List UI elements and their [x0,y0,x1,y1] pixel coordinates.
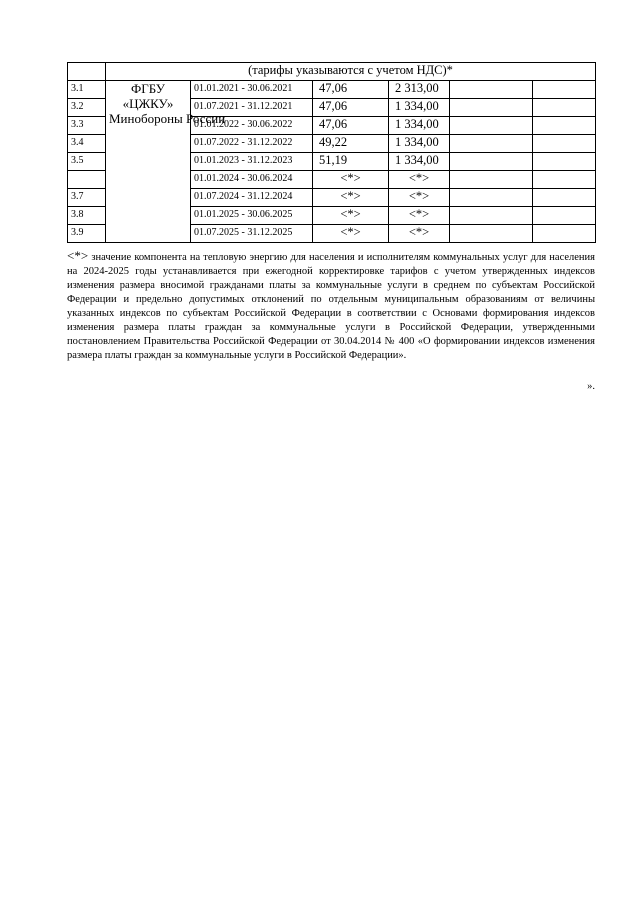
organization-name-line: «ЦЖКУ» [122,96,174,111]
tariff-value-cell: 1 334,00 [389,135,450,153]
tariff-value-cell: 47,06 [313,81,389,99]
tariff-value-cell: 47,06 [313,117,389,135]
empty-cell [450,99,533,117]
tariff-value-cell: 47,06 [313,99,389,117]
tariff-value-cell: <*> [389,171,450,189]
tariff-value-cell: <*> [313,189,389,207]
tariff-value-cell: <*> [313,171,389,189]
period-cell: 01.01.2025 - 30.06.2025 [191,207,313,225]
period-cell: 01.01.2022 - 30.06.2022 [191,117,313,135]
empty-cell [450,171,533,189]
empty-cell [533,135,596,153]
tariff-value-cell: <*> [313,225,389,243]
tariff-value-cell: 2 313,00 [389,81,450,99]
period-cell: 01.01.2021 - 30.06.2021 [191,81,313,99]
tariff-value-cell: <*> [313,207,389,225]
empty-cell [533,81,596,99]
tariff-value-cell: 1 334,00 [389,117,450,135]
footnote-mark: <*> [67,248,89,263]
empty-cell [533,207,596,225]
empty-cell [533,171,596,189]
empty-cell [533,153,596,171]
tariff-value-cell: <*> [389,225,450,243]
period-cell: 01.07.2021 - 31.12.2021 [191,99,313,117]
closing-quote: ». [587,381,595,392]
tariff-value-cell: 49,22 [313,135,389,153]
row-number: 3.5 [68,153,106,171]
row-number: 3.4 [68,135,106,153]
footnote [67,249,595,363]
row-number [68,171,106,189]
organization-name-line: ФГБУ [131,81,165,96]
organization-name-line: Минобороны России [109,111,226,126]
empty-cell [450,225,533,243]
empty-cell [533,117,596,135]
tariff-value-cell: <*> [389,207,450,225]
row-number: 3.7 [68,189,106,207]
tariff-value-cell: 1 334,00 [389,153,450,171]
empty-cell [450,207,533,225]
tariff-value-cell: 1 334,00 [389,99,450,117]
tariff-value-cell: 51,19 [313,153,389,171]
period-cell: 01.07.2025 - 31.12.2025 [191,225,313,243]
period-cell: 01.01.2023 - 31.12.2023 [191,153,313,171]
tariff-table [67,62,596,243]
period-cell: 01.07.2024 - 31.12.2024 [191,189,313,207]
empty-cell [450,135,533,153]
organization-cell [106,81,226,243]
empty-cell [450,81,533,99]
table-header-row [68,63,596,81]
row-number: 3.2 [68,99,106,117]
empty-cell [533,225,596,243]
tariff-value-cell: <*> [389,189,450,207]
row-number: 3.3 [68,117,106,135]
row-number: 3.1 [68,81,106,99]
empty-cell [450,117,533,135]
footnote-text: значение компонента на тепловую энергию для населения и исполнителям коммунальных услуг для населения на 2024-2025 годы устанавливается при ежегодной корректировке тарифов с учетом утвержденных индексов изменения размера вносимой гражданами платы за коммунальные услуги в среднем по субъектам Российской Федерации и предельно допустимых отклонений по отдельным муниципальным образованиям от величины указанных индексов по субъектам Российской Федерации в соответствии с Основами формирования индексов изменения размера платы граждан за коммунальные услуги в Российской Федерации, утвержденными постановлением Правительства Российской Федерации от 30.04.2014 № 400 «О формировании индексов изменения размера платы граждан за коммунальные услуги в Российской Федерации». [67,252,595,361]
period-cell: 01.01.2024 - 30.06.2024 [191,171,313,189]
row-number: 3.9 [68,225,106,243]
vat-note-header: (тарифы указываются с учетом НДС)* [106,63,596,81]
empty-cell [533,189,596,207]
empty-cell [450,189,533,207]
empty-cell [450,153,533,171]
table-row [68,81,596,99]
empty-cell [533,99,596,117]
row-number: 3.8 [68,207,106,225]
header-empty-cell [68,63,106,81]
period-cell: 01.07.2022 - 31.12.2022 [191,135,313,153]
